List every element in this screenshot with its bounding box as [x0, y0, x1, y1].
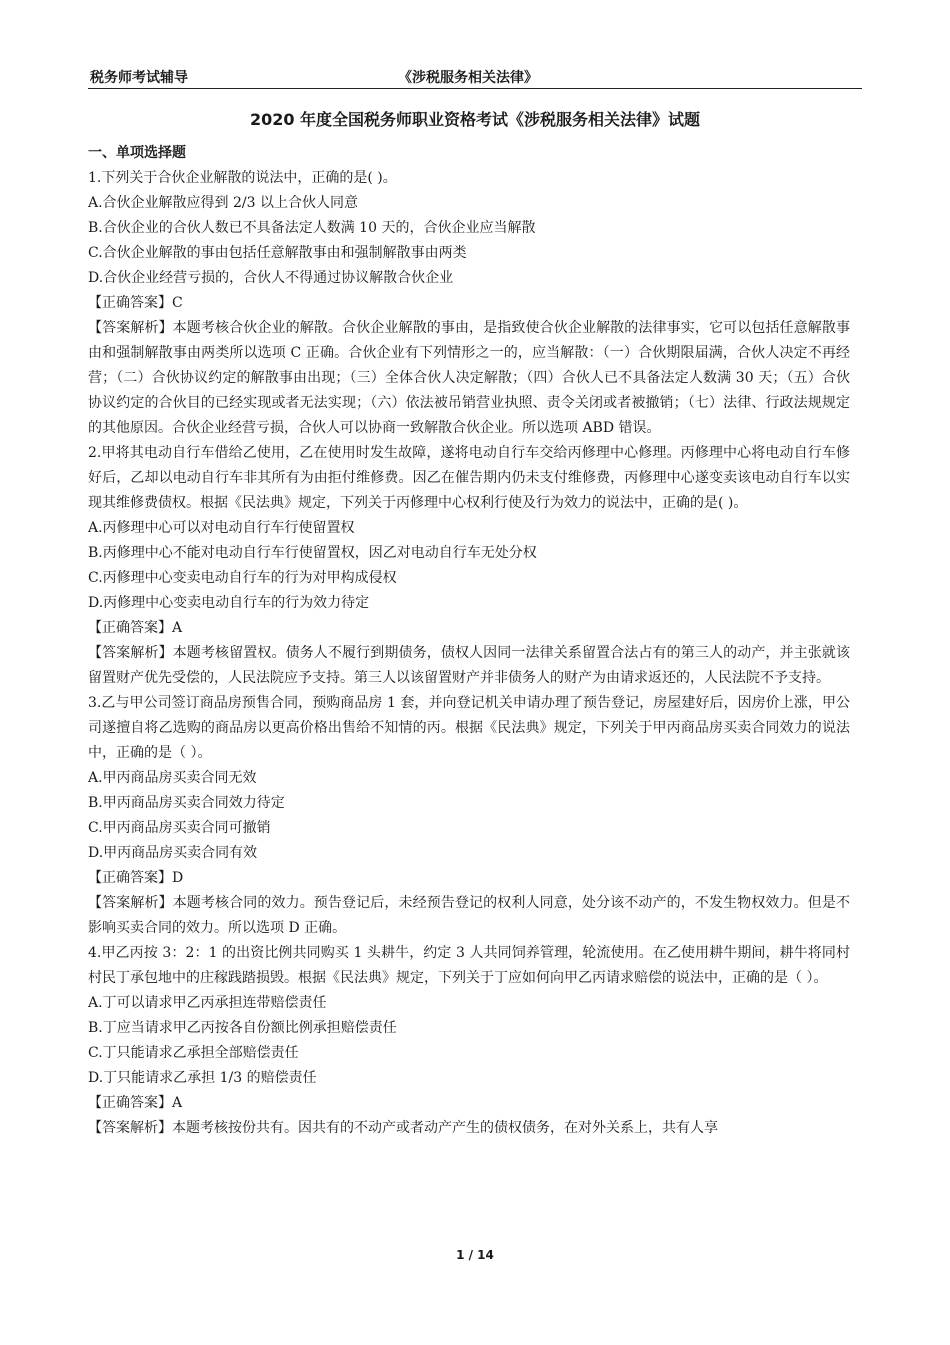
page-number: 1 / 14	[456, 1248, 494, 1262]
option-d: D.丁只能请求乙承担 1/3 的赔偿责任	[88, 1070, 317, 1086]
option-a: A.合伙企业解散应得到 2/3 以上合伙人同意	[88, 195, 358, 211]
document-title: 2020 年度全国税务师职业资格考试《涉税服务相关法律》试题	[249, 110, 701, 129]
option-c: C.丁只能请求乙承担全部赔偿责任	[88, 1045, 299, 1061]
correct-answer: 【正确答案】A	[88, 1095, 183, 1111]
correct-answer: 【正确答案】A	[88, 620, 183, 636]
option-a: A.丙修理中心可以对电动自行车行使留置权	[88, 520, 355, 536]
question-3	[88, 691, 850, 941]
question-stem: 3.乙与甲公司签订商品房预售合同，预购商品房 1 套，并向登记机关申请办理了预告登记，房屋建好后，因房价上涨，甲公司遂擅自将乙选购的商品房以更高价格出售给不知情的丙。根据《民法典》规定，下列关于甲丙商品房买卖合同效力的说法中，正确的是（ ）。	[88, 695, 850, 761]
option-c: C.甲丙商品房买卖合同可撤销	[88, 820, 271, 836]
option-d: D.甲丙商品房买卖合同有效	[88, 845, 258, 861]
question-stem: 4.甲乙丙按 3：2：1 的出资比例共同购买 1 头耕牛，约定 3 人共同饲养管理，轮流使用。在乙使用耕牛期间，耕牛将同村村民丁承包地中的庄稼践踏损毁。根据《民法典》规定，下列关于丁应如何向甲乙丙请求赔偿的说法中，正确的是（ ）。	[88, 945, 850, 986]
option-d: D.丙修理中心变卖电动自行车的行为效力待定	[88, 595, 370, 611]
option-c: C.丙修理中心变卖电动自行车的行为对甲构成侵权	[88, 570, 397, 586]
question-2	[88, 441, 850, 691]
correct-answer: 【正确答案】C	[88, 295, 183, 311]
answer-analysis: 【答案解析】本题考核合同的效力。预告登记后，未经预告登记的权利人同意，处分该不动产的，不发生物权效力。但是不影响买卖合同的效力。所以选项 D 正确。	[88, 895, 850, 936]
correct-answer: 【正确答案】D	[88, 870, 184, 886]
answer-analysis: 【答案解析】本题考核留置权。债务人不履行到期债务，债权人因同一法律关系留置合法占有的第三人的动产，并主张就该留置财产优先受偿的，人民法院应予支持。第三人以该留置财产并非债务人的财产为由请求返还的，人民法院不予支持。	[88, 645, 850, 686]
section-title: 一、单项选择题	[88, 145, 186, 161]
answer-analysis: 【答案解析】本题考核按份共有。因共有的不动产或者动产产生的债权债务，在对外关系上，共有人享	[88, 1120, 718, 1136]
option-b: B.丙修理中心不能对电动自行车行使留置权，因乙对电动自行车无处分权	[88, 545, 537, 561]
option-a: A.丁可以请求甲乙丙承担连带赔偿责任	[88, 995, 327, 1011]
option-b: B.丁应当请求甲乙丙按各自份额比例承担赔偿责任	[88, 1020, 397, 1036]
option-a: A.甲丙商品房买卖合同无效	[88, 770, 257, 786]
document-body	[88, 141, 850, 1141]
page-header	[88, 64, 862, 89]
answer-analysis: 【答案解析】本题考核合伙企业的解散。合伙企业解散的事由，是指致使合伙企业解散的法律事实，它可以包括任意解散事由和强制解散事由两类所以选项 C 正确。合伙企业有下列情形之一的，应当解散：（一）合伙期限届满，合伙人决定不再经营；（二）合伙协议约定的解散事由出现；（三）全体合伙人决定解散；（四）合伙人已不具备法定人数满 30 天；（五）合伙协议约定的合伙目的已经实现或者无法实现；（六）依法被吊销营业执照、责令关闭或者被撤销；（七）法律、行政法规规定的其他原因。合伙企业经营亏损，合伙人可以协商一致解散合伙企业。所以选项 ABD 错误。	[88, 320, 850, 436]
question-1	[88, 166, 850, 441]
option-b: B.合伙企业的合伙人数已不具备法定人数满 10 天的，合伙企业应当解散	[88, 220, 536, 236]
question-stem: 1.下列关于合伙企业解散的说法中，正确的是( )。	[88, 170, 397, 186]
header-subject: 《涉税服务相关法律》	[398, 70, 538, 86]
option-d: D.合伙企业经营亏损的，合伙人不得通过协议解散合伙企业	[88, 270, 454, 286]
option-c: C.合伙企业解散的事由包括任意解散事由和强制解散事由两类	[88, 245, 467, 261]
option-b: B.甲丙商品房买卖合同效力待定	[88, 795, 285, 811]
question-stem: 2.甲将其电动自行车借给乙使用，乙在使用时发生故障，遂将电动自行车交给丙修理中心修理。丙修理中心将电动自行车修好后，乙却以电动自行车非其所有为由拒付维修费。因乙在催告期内仍未支付维修费，丙修理中心遂变卖该电动自行车以实现其维修费债权。根据《民法典》规定，下列关于丙修理中心权利行使及行为效力的说法中，正确的是( )。	[88, 445, 850, 511]
header-series: 税务师考试辅导	[90, 70, 188, 86]
question-4	[88, 941, 850, 1141]
